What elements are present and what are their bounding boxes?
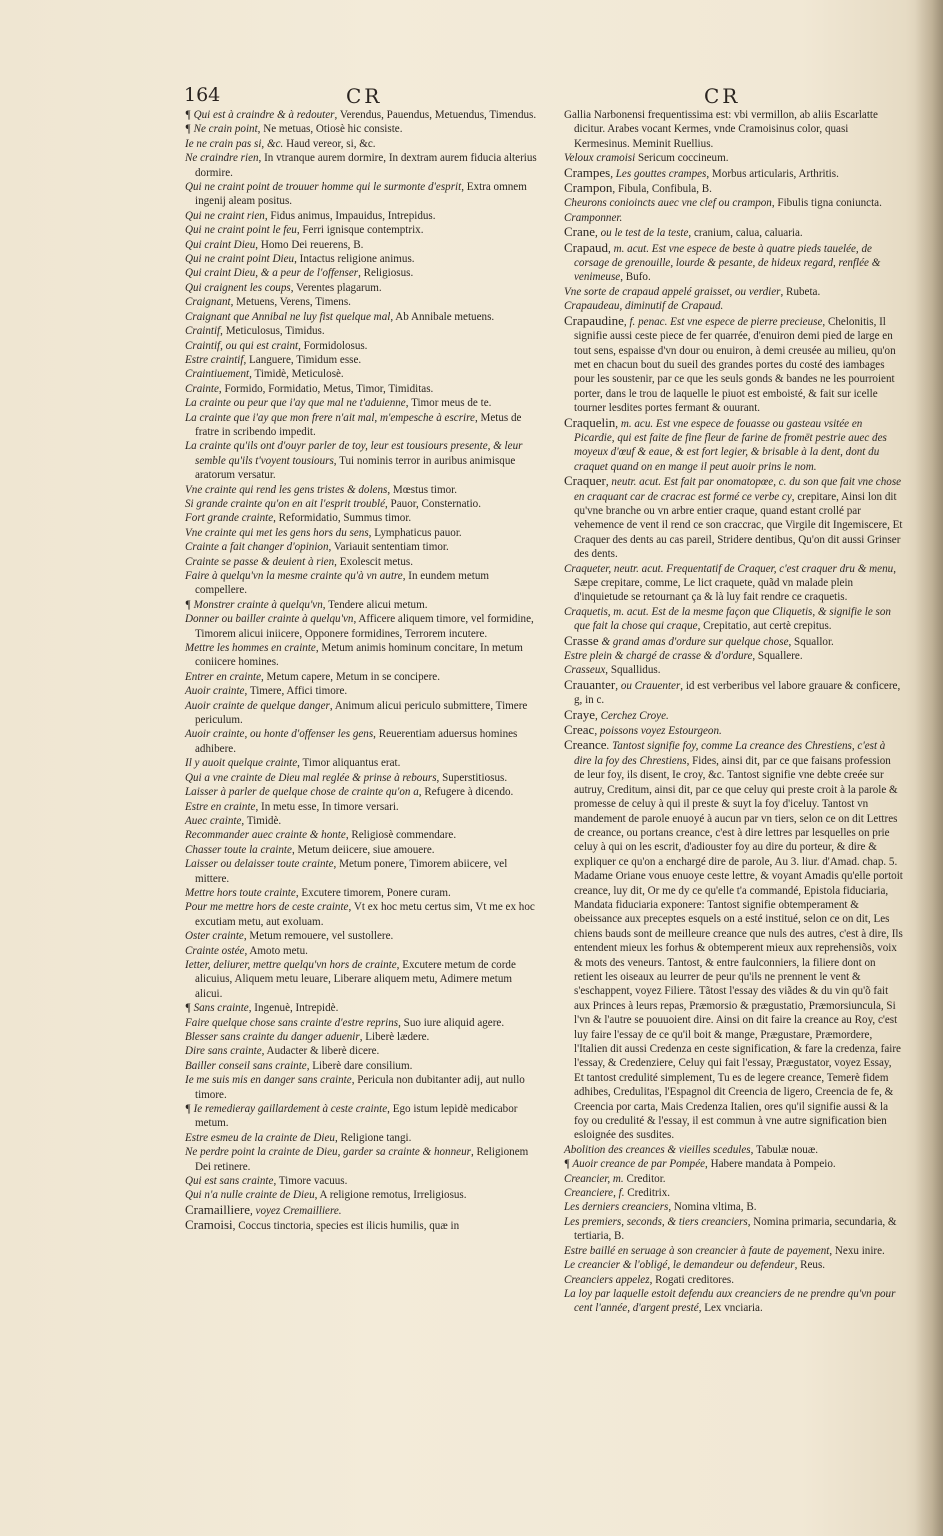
entry-latin: , Metum ponere, Timorem abiicere, vel mittere. — [195, 858, 508, 885]
entry-latin: , Homo Dei reuerens, B. — [255, 238, 364, 251]
dictionary-entry — [564, 241, 904, 285]
entry-latin: , Metus de fratre in scribendo impedit. — [195, 411, 522, 438]
entry-french: Veloux cramoisi — [564, 152, 636, 165]
entry-french: Donner ou bailler crainte à quelqu'vn — [185, 613, 354, 626]
entry-latin: , Timere, Affici timore. — [244, 685, 348, 698]
entry-latin: , Metum animis hominum concitare, In metum coniicere homines. — [195, 642, 523, 669]
entry-headword: Crapaud — [564, 239, 609, 255]
entry-latin: , Animum alicui periculo submittere, Timere periculum. — [195, 699, 528, 727]
dictionary-entry — [185, 108, 537, 122]
entry-french: Qui a vne crainte de Dieu mal reglée & prinse à rebours — [185, 771, 437, 784]
entry-french: Creanciers appelez — [564, 1273, 650, 1286]
dictionary-entry — [564, 299, 904, 313]
dictionary-entry — [185, 1030, 537, 1044]
dictionary-entry — [564, 211, 904, 225]
entry-latin: , Lymphaticus pauor. — [368, 526, 462, 539]
entry-latin: , Religiosè commendare. — [345, 829, 457, 842]
dictionary-entry — [564, 562, 904, 605]
dictionary-entry — [185, 339, 537, 353]
dictionary-entry — [185, 1188, 537, 1202]
entry-latin: , In vtranque aurem dormire, In dextram aurem fiducia alterius dormire. — [195, 152, 537, 179]
dictionary-entry — [564, 1287, 904, 1316]
dictionary-entry — [185, 756, 537, 770]
dictionary-entry — [185, 540, 537, 554]
dictionary-entry — [185, 958, 537, 1001]
entry-latin: , Habere mandata à Pompeio. — [705, 1158, 836, 1171]
entry-french: Recommander auec crainte & honte — [185, 829, 346, 842]
entry-latin: , Tabulæ nouæ. — [750, 1143, 819, 1156]
entry-latin: , Tui nominis terror in auribus animisque aratorum versatur. — [195, 454, 516, 482]
dictionary-entry — [564, 1273, 904, 1287]
dictionary-entry — [185, 396, 537, 410]
dictionary-entry — [185, 511, 537, 525]
entry-french: Estre craintif — [185, 353, 244, 366]
entry-latin: , Metum capere, Metum in se concipere. — [261, 670, 440, 683]
entry-latin: , Squallere. — [752, 650, 803, 663]
entry-french: , Les gouttes crampes — [610, 167, 707, 180]
dictionary-entry — [185, 382, 537, 396]
entry-french: Les premiers, seconds, & tiers creanciers — [564, 1215, 748, 1228]
dictionary-entry — [185, 252, 537, 266]
entry-french: Faire à quelqu'vn la mesme crainte qu'à vn autre — [185, 570, 403, 582]
dictionary-entry — [185, 238, 537, 252]
entry-latin: , Fibulis tigna coniuncta. — [771, 197, 882, 210]
entry-french: Craintiuement — [185, 368, 250, 381]
entry-latin: , Pauor, Consternatio. — [385, 497, 481, 510]
entry-latin: , Reformidatio, Summus timor. — [273, 512, 412, 525]
entry-latin: , Timor meus de te. — [405, 397, 492, 410]
entry-headword: Crauanter — [564, 676, 616, 692]
dictionary-entry — [185, 439, 537, 482]
dictionary-entry — [185, 1174, 537, 1188]
entry-latin: , Fidus animus, Impauidus, Intrepidus. — [264, 209, 436, 222]
entry-latin: , Lex vnciaria. — [698, 1302, 763, 1315]
entry-french: Crainte se passe & deuient à rien — [185, 555, 335, 568]
dictionary-entry — [185, 929, 537, 943]
entry-headword: Creance — [564, 737, 607, 753]
entry-french: Auoir crainte, ou honte d'offenser les gens — [185, 728, 374, 741]
entry-latin: , Meticulosus, Timidus. — [220, 325, 325, 338]
entry-french: , f. penac. Est vne espece de pierre precieuse — [623, 315, 823, 328]
entry-french: Abolition des creances & vieilles scedules — [564, 1143, 751, 1156]
dictionary-entry — [185, 727, 537, 756]
dictionary-entry — [185, 295, 537, 309]
entry-latin: , Timore vacuus. — [273, 1175, 348, 1188]
entry-french: Craquetis, m. acut. Est de la mesme façon que Cliquetis, & signifie le son que fait la chose qui craque — [564, 605, 891, 633]
entry-latin: , Ingenuè, Intrepidè. — [248, 1002, 339, 1015]
entry-latin: , Metuens, Verens, Timens. — [230, 296, 351, 309]
entry-french: Il y auoit quelque crainte — [185, 757, 298, 770]
entry-latin: , Liberè lædere. — [359, 1031, 430, 1043]
entry-french: Auec crainte — [185, 814, 242, 827]
entry-french: Qui craignent les coups — [185, 281, 291, 294]
dictionary-entry — [185, 900, 537, 929]
entry-french: Si grande crainte qu'on en ait l'esprit troublé — [185, 497, 385, 510]
entry-french: Creancier, m. — [564, 1172, 624, 1185]
entry-latin: , Timidè. — [241, 814, 282, 827]
entry-french: Ie me suis mis en danger sans crainte — [185, 1074, 352, 1087]
dictionary-entry — [185, 1102, 537, 1131]
dictionary-entry — [185, 886, 537, 900]
dictionary-entry — [185, 353, 537, 367]
entry-latin: Gallia Narbonensi frequentissima est: vbi vermillon, ab aliis Escarlatte dicitur. Arabes vocant Kermes, vnde Cramoisinus color, quasi Kermesinus. Meminit Ruellius. — [564, 109, 878, 150]
dictionary-entry — [185, 483, 537, 497]
entry-french: ¶ Monstrer crainte à quelqu'vn — [185, 598, 323, 611]
entry-french: Craignant — [185, 296, 231, 309]
entry-french: , m. acut. Est vne espece de beste à quatre pieds tauelée, de corsage de grenouille, lourde & pesante, de hideux regard, renflée & venimeuse — [574, 242, 881, 284]
dictionary-entry — [185, 526, 537, 540]
entry-headword: Craquer — [564, 473, 606, 489]
entry-latin: , Nomina vltima, B. — [668, 1201, 757, 1214]
dictionary-entry — [185, 1203, 537, 1218]
entry-latin: , Superstitiosus. — [436, 771, 508, 784]
dictionary-entry — [185, 223, 537, 237]
entry-latin: , Suo iure aliquid agere. — [398, 1016, 505, 1029]
dictionary-entry — [185, 266, 537, 280]
dictionary-entry — [564, 1143, 904, 1157]
entry-latin: , Vt ex hoc metu certus sim, Vt me ex hoc excutiam metu, aut exoluam. — [195, 901, 535, 928]
dictionary-entry — [185, 1145, 537, 1174]
entry-french: Mettre hors toute crainte — [185, 886, 296, 899]
entry-french: ¶ Ie remedieray gaillardement à ceste crainte — [185, 1103, 388, 1116]
dictionary-entry — [564, 1244, 904, 1258]
entry-french: ¶ Auoir creance de par Pompée — [564, 1158, 706, 1171]
entry-french: Crasseux — [564, 664, 606, 677]
running-head-left: CR — [346, 84, 383, 108]
entry-latin: , Audacter & liberè dicere. — [261, 1045, 380, 1058]
entry-french: Ie ne crain pas si, &c. — [185, 137, 284, 150]
dictionary-entry — [564, 723, 904, 738]
entry-french: Cheurons conioincts auec vne clef ou crampon — [564, 197, 772, 210]
entry-latin: , Tendere alicui metum. — [322, 598, 428, 611]
entry-latin: Sericum coccineum. — [635, 152, 729, 165]
dictionary-entry — [185, 1073, 537, 1102]
entry-french: , m. acu. Est vne espece de fouasse ou gasteau vsitée en Picardie, qui est faite de fine fleur de farine de fromët pestrie auec des moyeux d'œuf & eaue, & est fort legier, & brisable à la dent, dont du craquet quand on en mange il peut auoir prins le nom. — [574, 417, 887, 473]
entry-french: , ou le test de la teste — [595, 227, 689, 240]
entry-french: Creanciere, f. — [564, 1187, 625, 1200]
dictionary-entry — [185, 1059, 537, 1073]
entry-latin: , Metum remouere, vel sustollere. — [243, 930, 394, 943]
dictionary-entry — [185, 324, 537, 338]
entry-latin: Creditor. — [623, 1172, 666, 1185]
dictionary-entry — [564, 678, 904, 708]
entry-french: Craintif — [185, 325, 221, 338]
dictionary-entry — [185, 598, 537, 612]
entry-french: Crapaudeau, diminutif de Crapaud. — [564, 300, 724, 313]
dictionary-entry — [185, 367, 537, 381]
dictionary-entry — [185, 857, 537, 886]
dictionary-entry — [564, 663, 904, 677]
entry-french: La loy par laquelle estoit defendu aux creanciers de ne prendre qu'vn pour cent l'année, d'argent presté — [564, 1287, 896, 1315]
entry-latin: , Crepitatio, aut certè crepitus. — [697, 620, 832, 633]
entry-latin: , Liberè dare consilium. — [306, 1059, 413, 1072]
dictionary-entry — [185, 785, 537, 799]
entry-french: & grand amas d'ordure sur quelque chose — [598, 635, 789, 648]
dictionary-entry — [185, 180, 537, 209]
entry-french: La crainte que i'ay que mon frere n'ait mal, m'empesche à escrire — [185, 411, 475, 424]
entry-headword: Crampes — [564, 164, 611, 180]
dictionary-entry — [564, 151, 904, 165]
entry-french: , ou Crauenter — [615, 679, 681, 692]
entry-headword: Crane — [564, 224, 596, 240]
dictionary-entry — [185, 1218, 537, 1233]
entry-latin: , Ego istum lepidè medicabor metum. — [195, 1103, 518, 1130]
entry-latin: , Squallor. — [788, 635, 834, 648]
entry-latin: , Bufo. — [620, 271, 651, 284]
dictionary-entry — [564, 108, 904, 151]
entry-french: Dire sans crainte — [185, 1045, 262, 1058]
entry-french: Entrer en crainte — [185, 670, 261, 683]
dictionary-entry — [185, 1016, 537, 1030]
running-head-right: CR — [704, 84, 741, 108]
dictionary-entry — [564, 738, 904, 1142]
entry-latin: , Metum deiicere, siue amouere. — [291, 843, 435, 856]
dictionary-entry — [185, 699, 537, 728]
entry-latin: , Fibula, Confibula, B. — [612, 183, 712, 196]
dictionary-entry — [185, 1001, 537, 1015]
dictionary-entry — [564, 649, 904, 663]
dictionary-entry — [185, 555, 537, 569]
dictionary-entry — [564, 1215, 904, 1244]
entry-french: La crainte ou peur que i'ay que mal ne t'aduienne — [185, 397, 406, 410]
entry-french: Laisser à parler de quelque chose de crainte qu'on a — [185, 786, 419, 799]
entry-latin: , Rubeta. — [780, 285, 821, 298]
dictionary-entry — [185, 1044, 537, 1058]
entry-headword: Cramoisi — [185, 1217, 233, 1233]
entry-french: Blesser sans crainte du danger aduenir — [185, 1031, 360, 1043]
dictionary-entry — [185, 771, 537, 785]
dictionary-entry — [564, 166, 904, 181]
dictionary-entry — [185, 684, 537, 698]
entry-french: , poissons voyez Estourgeon. — [594, 725, 722, 738]
entry-latin: , Religiosus. — [358, 267, 414, 280]
entry-french: Craqueter, neutr. acut. Frequentatif de Craquer, c'est craquer dru & menu — [564, 562, 894, 575]
entry-french: Mettre les hommes en crainte — [185, 642, 316, 655]
entry-latin: , Excutere metum de corde alicuius, Aliquem metu leuare, Liberare aliquem metu, Adimere metum alicui. — [195, 958, 516, 1000]
entry-french: Auoir crainte de quelque danger — [185, 699, 330, 712]
entry-latin: , Reuerentiam aduersus homines adhibere. — [195, 728, 518, 755]
dictionary-entry — [564, 196, 904, 210]
entry-headword: Crapaudine — [564, 312, 624, 328]
dictionary-entry — [564, 1157, 904, 1171]
entry-latin: , cranium, calua, caluaria. — [688, 227, 803, 240]
dictionary-entry — [185, 641, 537, 670]
entry-french: Estre en crainte — [185, 800, 256, 813]
entry-french: Qui ne craint point de trouuer homme qui le surmonte d'esprit — [185, 181, 462, 194]
entry-latin: , Squallidus. — [605, 664, 661, 677]
page-number: 164 — [184, 84, 221, 106]
entry-latin: , Sæpe crepitare, comme, Le lict craquete, quãd vn malade plein d'inquietude se retournant ça & là luy fait rendre ce craquetis. — [574, 562, 896, 604]
entry-french: Crainte a fait changer d'opinion — [185, 541, 329, 554]
entry-latin: , Afficere aliquem timore, vel formidine, Timorem alicui iniicere, Opponere formidines, Terrorem incutere. — [195, 613, 534, 640]
dictionary-entry — [564, 225, 904, 240]
entry-french: Estre plein & chargé de crasse & d'ordure — [564, 650, 753, 663]
dictionary-entry — [564, 1172, 904, 1186]
entry-latin: , Variauit sententiam timor. — [328, 541, 449, 554]
entry-french: Ietter, deliurer, mettre quelqu'vn hors de crainte — [185, 958, 397, 971]
dictionary-entry — [185, 122, 537, 136]
entry-latin: , Pericula non dubitanter adij, aut nullo timore. — [195, 1074, 525, 1101]
entry-latin: , Verentes plagarum. — [290, 281, 382, 294]
entry-french: Laisser ou delaisser toute crainte — [185, 858, 334, 871]
entry-french: Bailler conseil sans crainte — [185, 1059, 307, 1072]
dictionary-entry — [185, 137, 537, 151]
entry-latin: , In metu esse, In timore versari. — [255, 800, 399, 813]
entry-latin: , Excutere timorem, Ponere curam. — [295, 886, 451, 899]
entry-latin: , Coccus tinctoria, species est ilicis humilis, quæ in — [232, 1220, 460, 1233]
entry-french: Vne crainte qui rend les gens tristes & dolens — [185, 483, 388, 496]
dictionary-entry — [185, 209, 537, 223]
dictionary-entry — [185, 800, 537, 814]
dictionary-entry — [185, 828, 537, 842]
entry-latin: , Mœstus timor. — [387, 483, 457, 496]
entry-latin: Haud vereor, si, &c. — [283, 137, 376, 150]
entry-latin: , Fides, ainsi dit, par ce que faisans profession de leur foy, ils disent, Ie croy, &c. Tantost signifie vne debte creée sur autruy, Creditum, ainsi dit, par ce que celuy qui preste croit à la parole & promesse de celuy à qui il preste & suyt la foy d'iceluy. Tantost vn mandement de parole enuoyé à aucun par vn tiers, selon ce on dit Lettres de creance, ou portans creance, c'est à dire lettres par lesquelles on prie celuy à qui on les escrit, d'adiouster foy au dire du porteur, & dire & expliquer ce qu'on a enchargé dire de parole, Au 3. liur. d'Amad. chap. 5. Madame Oriane vous enuoye ceste lettre, & voyant Amadis qu'elle portoit creance, luy dit, Or me dy ce qu'elle t'a commandé, Epistola fiduciaria, Mandata fiduciaria exponere: Tantost signifie obtemperament & obeissance aux preceptes esquels on a esté institué, selon ce on dit, Les chiens bauds sont de meilleure creance que nuls des autres, c'est à dire, Ils entendent mieux les forhus & obtemperent mieux aux reprehensiõs, voix & mots des veneurs. Tantost, & entre faulconniers, la filiere dont on retient les oiseaux au leurrer de peur qu'ils ne prennent le vent & s'eschappent, voyez Filiere. Tãtost l'essay des viãdes & du vin qu'õ fait aux Princes à leurs repas, Præmorsio & prægustatio, Præmorsiuncula, Si l'vn & l'autre se pouuoient dire. Ainsi on dit faire la creance au Roy, c'est luy faire l'essay de ce qu'il boit & mange, Prægustare, Præmordere, l'Italien dit aussi Credenza en ceste signification, & fare la credenza, faire l'essay, & Credenziere, Celuy qui fait l'essay, Prægustator, voyez Essay, Et tantost credulité simplement, Tu es de legere creance, Temerè fidem adhibes, Credulitas, l'Espagnol dit Creencia de ligero, Creencia de fe, & Creencia por carta, Mais Credenza Italien, ores qu'il signifie aussi & la foy ou credulité & l'essay, il est commun à vne autre signification bien esloignée des susdites. — [574, 754, 903, 1142]
dictionary-entry — [564, 1200, 904, 1214]
dictionary-entry — [564, 1186, 904, 1200]
dictionary-entry — [185, 569, 537, 598]
entry-french: Qui ne craint rien — [185, 209, 265, 222]
right-column — [564, 108, 904, 1316]
entry-french: . Tantost signifie foy, comme La creance des Chrestiens, c'est à dire la foy des Chrestiens — [574, 740, 886, 767]
dictionary-entry — [564, 708, 904, 723]
entry-latin: , Religionem Dei retinere. — [195, 1146, 529, 1173]
dictionary-entry — [185, 151, 537, 180]
entry-latin: , Ne metuas, Otiosè hic consiste. — [257, 123, 403, 136]
entry-french: Vne sorte de crapaud appelé graisset, ou verdier — [564, 285, 781, 298]
entry-latin: , crepitare, Ainsi lon dit qu'vne branche ou vn arbre entier craque, quand estant crollé par vehemence de vent il rend ce son craccrac, que Virgile dit Ingemiscere, Et Craquer des dents au cas pareil, Stridere dentibus, Qu'on dit aussi Grinser des dents. — [574, 490, 903, 561]
entry-french: ¶ Qui est à craindre & à redouter — [185, 109, 335, 121]
entry-french: Pour me mettre hors de ceste crainte — [185, 901, 349, 914]
entry-latin: , Nexu inire. — [829, 1244, 885, 1257]
entry-latin: , Exolescit metus. — [334, 555, 414, 568]
dictionary-entry — [185, 670, 537, 684]
entry-french: , neutr. acut. Est fait par onomatopœe, c. du son que fait vne chose en craquant car de cracrac est formé ce verbe cy — [574, 476, 902, 503]
entry-french: Qui ne craint point le feu — [185, 224, 297, 237]
entry-headword: Cramailliere — [185, 1201, 250, 1217]
dictionary-entry — [564, 634, 904, 649]
entry-headword: Creac — [564, 722, 595, 738]
dictionary-entry — [185, 411, 537, 440]
entry-headword: Crampon — [564, 180, 613, 196]
dictionary-entry — [564, 1258, 904, 1272]
entry-latin: , Extra omnem ingenij aleam positus. — [195, 181, 527, 208]
entry-french: Craintif, ou qui est craint — [185, 339, 299, 352]
entry-latin: , Intactus religione animus. — [294, 253, 415, 266]
entry-french: Oster crainte — [185, 930, 244, 943]
dictionary-entry — [185, 944, 537, 958]
entry-headword: Craquelin — [564, 414, 616, 430]
dictionary-entry — [564, 474, 904, 561]
entry-latin: , A religione remotus, Irreligiosus. — [314, 1189, 467, 1202]
dictionary-entry — [185, 814, 537, 828]
entry-latin: , Religione tangi. — [334, 1131, 412, 1144]
entry-latin: , In eundem metum compellere. — [195, 570, 490, 597]
entry-french: Qui craint Dieu — [185, 238, 256, 251]
entry-latin: , Amoto metu. — [244, 944, 308, 957]
entry-french: Estre esmeu de la crainte de Dieu — [185, 1131, 335, 1144]
entry-french: Chasser toute la crainte — [185, 843, 292, 856]
entry-latin: , Morbus articularis, Arthritis. — [706, 167, 839, 180]
entry-french: Craignant que Annibal ne luy fist quelque mal — [185, 310, 391, 323]
entry-french: Cramponner. — [564, 211, 623, 224]
entry-french: Les derniers creanciers — [564, 1201, 669, 1214]
entry-french: Crainte ostée — [185, 944, 245, 957]
entry-latin: , Timor aliquantus erat. — [297, 757, 401, 770]
left-column — [185, 108, 537, 1234]
entry-french: La crainte qu'ils ont d'ouyr parler de toy, leur est tousiours presente, & leur semble qu'ils t'voyent tousiours — [185, 440, 523, 467]
dictionary-entry — [564, 181, 904, 196]
entry-french: Le creancier & l'obligé, le demandeur ou defendeur — [564, 1259, 795, 1272]
entry-french: Qui est sans crainte — [185, 1175, 274, 1188]
entry-latin: , Reus. — [794, 1259, 826, 1272]
dictionary-entry — [185, 612, 537, 641]
entry-french: Qui n'a nulle crainte de Dieu — [185, 1189, 315, 1202]
entry-latin: , Formidolosus. — [298, 339, 368, 352]
entry-headword: Crasse — [564, 632, 599, 648]
entry-latin: , Ab Annibale metuens. — [390, 310, 495, 323]
entry-french: Qui ne craint point Dieu — [185, 253, 295, 266]
entry-french: ¶ Sans crainte — [185, 1002, 249, 1015]
entry-french: Faire quelque chose sans crainte d'estre reprins — [185, 1016, 399, 1029]
entry-latin: , Nomina primaria, secundaria, & tertiaria, B. — [574, 1215, 897, 1243]
entry-latin: , id est verberibus vel labore grauare & conficere, g, in c. — [574, 679, 901, 707]
dictionary-entry — [185, 843, 537, 857]
dictionary-entry — [185, 497, 537, 511]
entry-french: Auoir crainte — [185, 685, 245, 698]
entry-french: ¶ Ne crain point — [185, 123, 258, 136]
entry-headword: Craye — [564, 706, 596, 722]
dictionary-entry — [564, 416, 904, 475]
dictionary-entry — [564, 605, 904, 634]
entry-latin: , Refugere à dicendo. — [418, 786, 514, 799]
entry-french: Vne crainte qui met les gens hors du sens — [185, 526, 369, 539]
entry-latin: , Chelonitis, Il signifie aussi ceste piece de fer quarrée, d'enuiron demi pied de large en tout sens, espaisse d'vn dour ou enuiron, à demi creusée au milieu, qu'on met en chacun bout du sueil des grandes portes du costé des iambages pour les soustenir, par ce que les seuls gonds & bandes ne les pourroient porter, dans le trou de laquelle le piuot est emboisté, & fait sur icelle tourner lesdites portes fermant & ouurant. — [574, 315, 896, 415]
entry-french: Ne craindre rien — [185, 152, 259, 165]
entry-french: Fort grande crainte — [185, 512, 274, 525]
entry-french: Qui craint Dieu, & a peur de l'offenser — [185, 267, 359, 280]
entry-french: Crainte — [185, 382, 219, 395]
entry-latin: , Ferri ignisque contemptrix. — [296, 224, 424, 237]
entry-latin: , Formido, Formidatio, Metus, Timor, Timiditas. — [218, 382, 434, 395]
entry-french: , Cerchez Croye. — [595, 709, 669, 722]
entry-french: , voyez Cremailliere. — [249, 1204, 342, 1217]
entry-french: Ne perdre point la crainte de Dieu, garder sa crainte & honneur — [185, 1146, 471, 1159]
dictionary-entry — [185, 281, 537, 295]
entry-french: Estre baillé en seruage à son creancier à faute de payement — [564, 1244, 830, 1257]
dictionary-entry — [564, 314, 904, 416]
entry-latin: , Languere, Timidum esse. — [243, 353, 362, 366]
entry-latin: , Rogati creditores. — [649, 1273, 734, 1286]
page-edge-shadow — [915, 0, 943, 1536]
entry-latin: Creditrix. — [624, 1187, 671, 1200]
entry-latin: , Verendus, Pauendus, Metuendus, Timendus. — [334, 109, 537, 121]
dictionary-entry — [185, 1131, 537, 1145]
entry-latin: , Timidè, Meticulosè. — [249, 368, 344, 381]
dictionary-entry — [185, 310, 537, 324]
dictionary-entry — [564, 285, 904, 299]
